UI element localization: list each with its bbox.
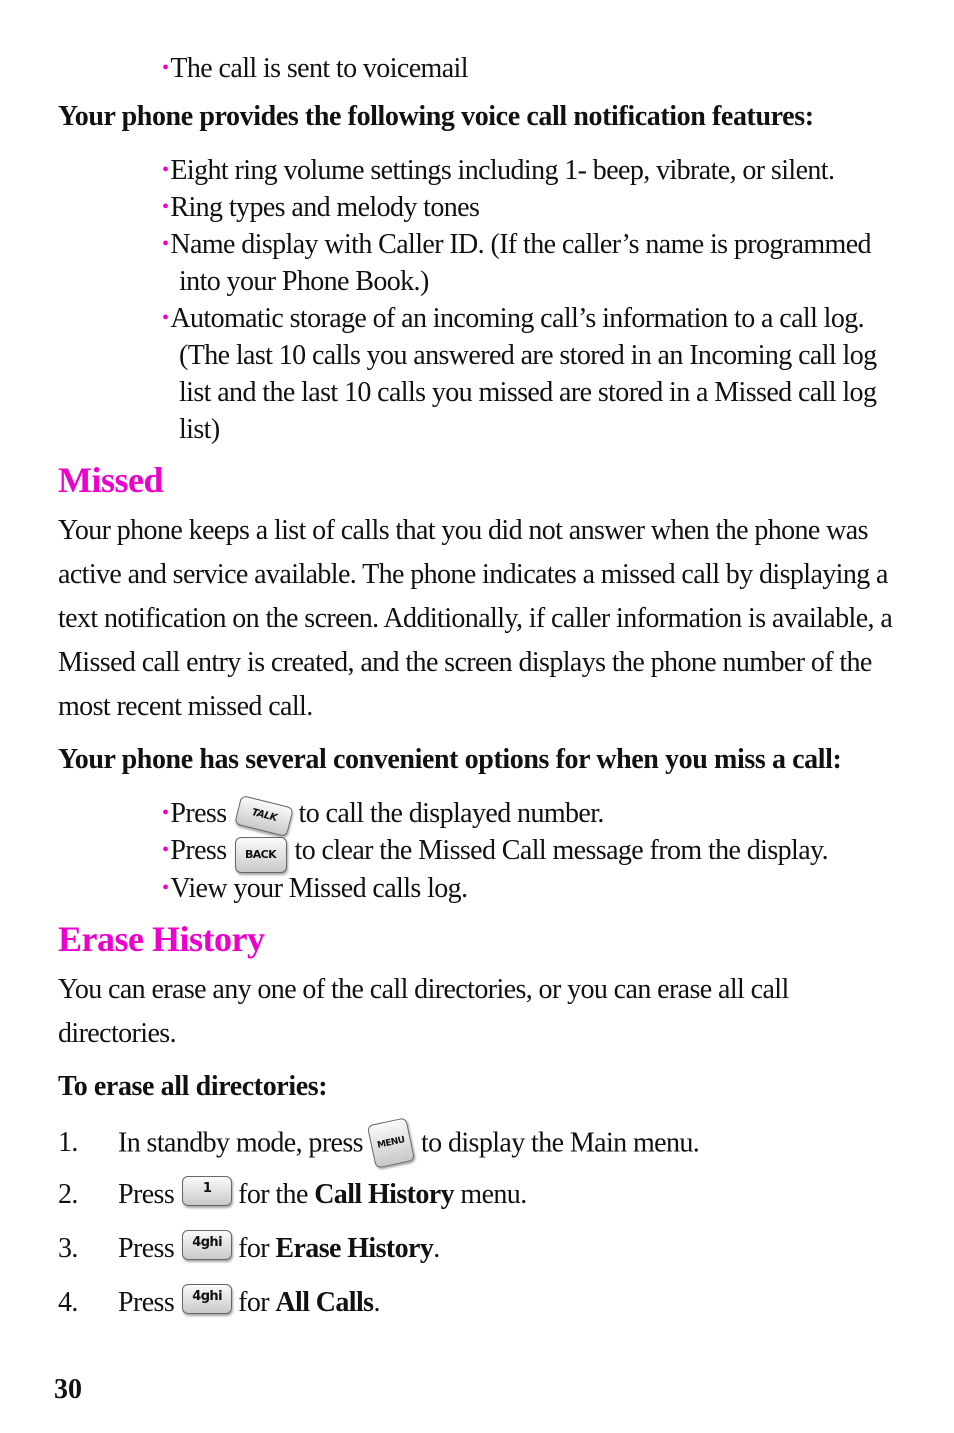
feature-item: •Eight ring volume settings including 1- beep, vibrate, or silent. — [162, 155, 835, 186]
missed-body-line: Missed call entry is created, and the screen displays the phone number of the — [58, 647, 872, 678]
key-4-icon: 4ghi — [182, 1284, 232, 1314]
menu-name: Erase History — [275, 1233, 434, 1264]
step-1: 1. In standby mode, press MENU to display the Main menu. — [58, 1123, 699, 1167]
bullet-voicemail: •The call is sent to voicemail — [162, 53, 468, 84]
erase-body-line: You can erase any one of the call directories, or you can erase all call — [58, 974, 789, 1005]
bullet-dot-icon: • — [162, 877, 169, 899]
key-1-icon: 1 — [182, 1176, 232, 1206]
missed-body-line: Your phone keeps a list of calls that you did not answer when the phone was — [58, 515, 868, 546]
step-4: 4. Press 4ghi for All Calls. — [58, 1285, 380, 1321]
bullet-dot-icon: • — [162, 307, 169, 329]
menu-name: All Calls — [275, 1287, 374, 1318]
option-view-log: •View your Missed calls log. — [162, 873, 468, 904]
option-talk: •Press TALK to call the displayed number. — [162, 796, 604, 834]
feature-item-continued: (The last 10 calls you answered are stored in an Incoming call log — [179, 340, 877, 371]
step-number: 2. — [58, 1179, 78, 1210]
feature-item: •Automatic storage of an incoming call’s information to a call log. — [162, 303, 865, 334]
step-number: 4. — [58, 1287, 78, 1318]
bullet-dot-icon: • — [162, 196, 169, 218]
step-number: 1. — [58, 1127, 78, 1159]
back-key-icon: BACK — [235, 837, 287, 873]
bullet-dot-icon: • — [162, 802, 169, 824]
menu-key-icon: MENU — [367, 1117, 415, 1168]
bullet-dot-icon: • — [162, 57, 169, 79]
option-back: •Press BACK to clear the Missed Call message from the display. — [162, 833, 828, 871]
bullet-dot-icon: • — [162, 233, 169, 255]
step-number: 3. — [58, 1233, 78, 1264]
feature-item: •Ring types and melody tones — [162, 192, 480, 223]
feature-item: •Name display with Caller ID. (If the caller’s name is programmed — [162, 229, 871, 260]
bullet-dot-icon: • — [162, 159, 169, 181]
step-3: 3. Press 4ghi for Erase History. — [58, 1231, 440, 1267]
menu-name: Call History — [314, 1179, 454, 1210]
feature-item-continued: list) — [179, 414, 220, 445]
missed-body-line: text notification on the screen. Additionally, if caller information is available, a — [58, 603, 893, 634]
page-number: 30 — [54, 1374, 82, 1405]
feature-item-continued: list and the last 10 calls you missed are stored in a Missed call log — [179, 377, 877, 408]
step-2: 2. Press 1 for the Call History menu. — [58, 1177, 527, 1213]
talk-key-icon: TALK — [234, 794, 294, 836]
feature-item-continued: into your Phone Book.) — [179, 266, 429, 297]
erase-steps-heading: To erase all directories: — [58, 1071, 328, 1102]
features-heading: Your phone provides the following voice call notification features: — [58, 101, 814, 132]
key-4-icon: 4ghi — [182, 1230, 232, 1260]
missed-body-line: active and service available. The phone indicates a missed call by displaying a — [58, 559, 888, 590]
missed-body-line: most recent missed call. — [58, 691, 313, 722]
erase-body-line: directories. — [58, 1018, 176, 1049]
erase-history-heading: Erase History — [58, 919, 265, 959]
missed-heading: Missed — [58, 460, 163, 500]
bullet-dot-icon: • — [162, 839, 169, 861]
missed-options-heading: Your phone has several convenient options for when you miss a call: — [58, 744, 842, 775]
